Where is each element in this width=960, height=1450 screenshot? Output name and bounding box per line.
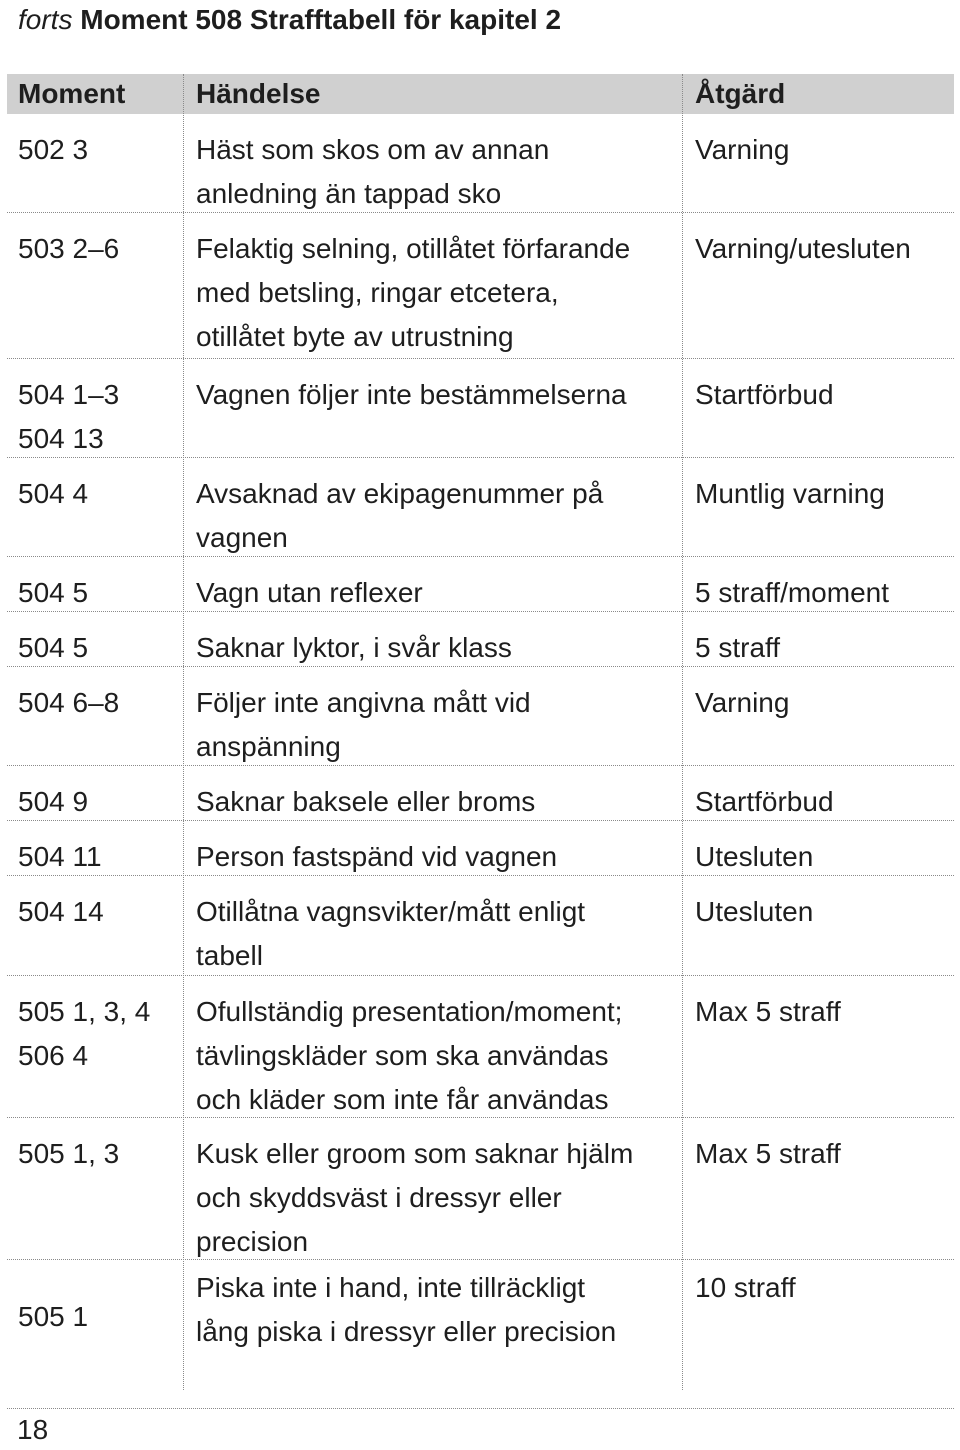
title-main: Moment 508 Strafftabell för kapitel 2 xyxy=(80,4,562,35)
cell-line: 506 4 xyxy=(18,1040,89,1071)
cell-atgard xyxy=(695,472,885,516)
cell-atgard xyxy=(695,1266,796,1310)
cell-atgard xyxy=(695,626,780,670)
cell-moment xyxy=(18,990,150,1078)
table-row xyxy=(7,114,954,213)
table-row xyxy=(7,821,954,876)
cell-line: med betsling, ringar etcetera, xyxy=(196,277,559,308)
cell-line: 505 1 xyxy=(18,1301,89,1332)
table-header xyxy=(7,74,954,114)
cell-moment xyxy=(18,373,119,461)
cell-handelse xyxy=(196,373,627,417)
cell-line: Följer inte angivna mått vid xyxy=(196,687,531,718)
cell-line: 504 9 xyxy=(18,786,89,817)
cell-atgard xyxy=(695,227,911,271)
table-row xyxy=(7,667,954,766)
cell-moment xyxy=(18,780,88,824)
column-divider xyxy=(682,74,683,1390)
cell-line: Varning/utesluten xyxy=(695,233,911,264)
cell-line: anledning än tappad sko xyxy=(196,178,502,209)
cell-line: Häst som skos om av annan xyxy=(196,134,550,165)
cell-moment xyxy=(18,1295,88,1339)
cell-handelse xyxy=(196,835,557,879)
cell-line: tabell xyxy=(196,940,263,971)
cell-line: lång piska i dressyr eller precision xyxy=(196,1316,617,1347)
cell-moment xyxy=(18,626,88,670)
cell-line: Startförbud xyxy=(695,379,834,410)
cell-line: Varning xyxy=(695,134,790,165)
cell-line: Vagnen följer inte bestämmelserna xyxy=(196,379,627,410)
page-title xyxy=(18,0,561,40)
cell-line: 5 straff xyxy=(695,632,781,663)
table-row xyxy=(7,1118,954,1260)
header-moment: Moment xyxy=(18,78,126,109)
table-row xyxy=(7,612,954,667)
cell-line: vagnen xyxy=(196,522,288,553)
cell-handelse xyxy=(196,890,585,978)
cell-line: Ofullständig presentation/moment; xyxy=(196,996,623,1027)
cell-line: 502 3 xyxy=(18,134,89,165)
cell-line: 505 1, 3, 4 xyxy=(18,996,151,1027)
cell-line: precision xyxy=(196,1226,309,1257)
cell-line: Felaktig selning, otillåtet förfarande xyxy=(196,233,631,264)
table-row xyxy=(7,458,954,557)
cell-handelse xyxy=(196,1266,616,1354)
cell-line: Varning xyxy=(695,687,790,718)
cell-line: och kläder som inte får användas xyxy=(196,1084,609,1115)
cell-handelse xyxy=(196,571,423,615)
cell-line: Avsaknad av ekipagenummer på xyxy=(196,478,604,509)
cell-line: 504 4 xyxy=(18,478,89,509)
cell-line: Max 5 straff xyxy=(695,1138,841,1169)
cell-handelse xyxy=(196,681,531,769)
penalty-table xyxy=(7,74,954,1409)
cell-line: anspänning xyxy=(196,731,341,762)
table-row xyxy=(7,876,954,976)
cell-line: Otillåtna vagnsvikter/mått enligt xyxy=(196,896,586,927)
cell-handelse xyxy=(196,626,512,670)
cell-line: och skyddsväst i dressyr eller xyxy=(196,1182,562,1213)
cell-moment xyxy=(18,472,88,516)
table-row xyxy=(7,557,954,612)
cell-line: 504 14 xyxy=(18,896,104,927)
cell-line: 504 13 xyxy=(18,423,104,454)
header-atgard: Åtgärd xyxy=(695,78,786,109)
cell-atgard xyxy=(695,128,789,172)
cell-moment xyxy=(18,890,104,934)
page-number: 18 xyxy=(17,1414,49,1445)
table-row xyxy=(7,213,954,359)
table-row xyxy=(7,976,954,1118)
cell-line: Vagn utan reflexer xyxy=(196,577,423,608)
cell-line: Utesluten xyxy=(695,896,814,927)
cell-moment xyxy=(18,681,119,725)
title-prefix: forts xyxy=(18,4,73,35)
cell-line: 10 straff xyxy=(695,1272,796,1303)
cell-moment xyxy=(18,227,119,271)
cell-line: 504 6–8 xyxy=(18,687,120,718)
cell-handelse xyxy=(196,128,549,216)
cell-line: Utesluten xyxy=(695,841,814,872)
cell-atgard xyxy=(695,780,834,824)
cell-line: 504 1–3 xyxy=(18,379,120,410)
cell-atgard xyxy=(695,571,889,615)
cell-line: 504 11 xyxy=(18,841,102,872)
cell-handelse xyxy=(196,990,622,1122)
column-divider xyxy=(183,74,184,1390)
table-row xyxy=(7,766,954,821)
cell-line: Saknar baksele eller broms xyxy=(196,786,536,817)
cell-atgard xyxy=(695,835,813,879)
cell-line: 504 5 xyxy=(18,632,89,663)
cell-atgard xyxy=(695,681,789,725)
table-body xyxy=(7,114,954,1409)
cell-atgard xyxy=(695,890,813,934)
cell-line: Max 5 straff xyxy=(695,996,841,1027)
cell-moment xyxy=(18,128,88,172)
cell-line: Muntlig varning xyxy=(695,478,885,509)
cell-atgard xyxy=(695,1132,841,1176)
cell-line: Saknar lyktor, i svår klass xyxy=(196,632,512,663)
cell-line: 5 straff/moment xyxy=(695,577,890,608)
cell-line: 504 5 xyxy=(18,577,89,608)
table-row xyxy=(7,1260,954,1409)
cell-atgard xyxy=(695,373,834,417)
cell-line: otillåtet byte av utrustning xyxy=(196,321,514,352)
cell-atgard xyxy=(695,990,841,1034)
table-row xyxy=(7,359,954,458)
cell-line: Startförbud xyxy=(695,786,834,817)
cell-handelse xyxy=(196,472,603,560)
cell-moment xyxy=(18,1132,119,1176)
cell-handelse xyxy=(196,227,630,359)
cell-line: Piska inte i hand, inte tillräckligt xyxy=(196,1272,586,1303)
cell-handelse xyxy=(196,780,535,824)
cell-handelse xyxy=(196,1132,633,1264)
cell-line: 505 1, 3 xyxy=(18,1138,120,1169)
cell-moment xyxy=(18,835,102,879)
cell-moment xyxy=(18,571,88,615)
cell-line: tävlingskläder som ska användas xyxy=(196,1040,609,1071)
cell-line: Kusk eller groom som saknar hjälm xyxy=(196,1138,634,1169)
cell-line: 503 2–6 xyxy=(18,233,120,264)
cell-line: Person fastspänd vid vagnen xyxy=(196,841,558,872)
header-handelse: Händelse xyxy=(196,78,321,109)
